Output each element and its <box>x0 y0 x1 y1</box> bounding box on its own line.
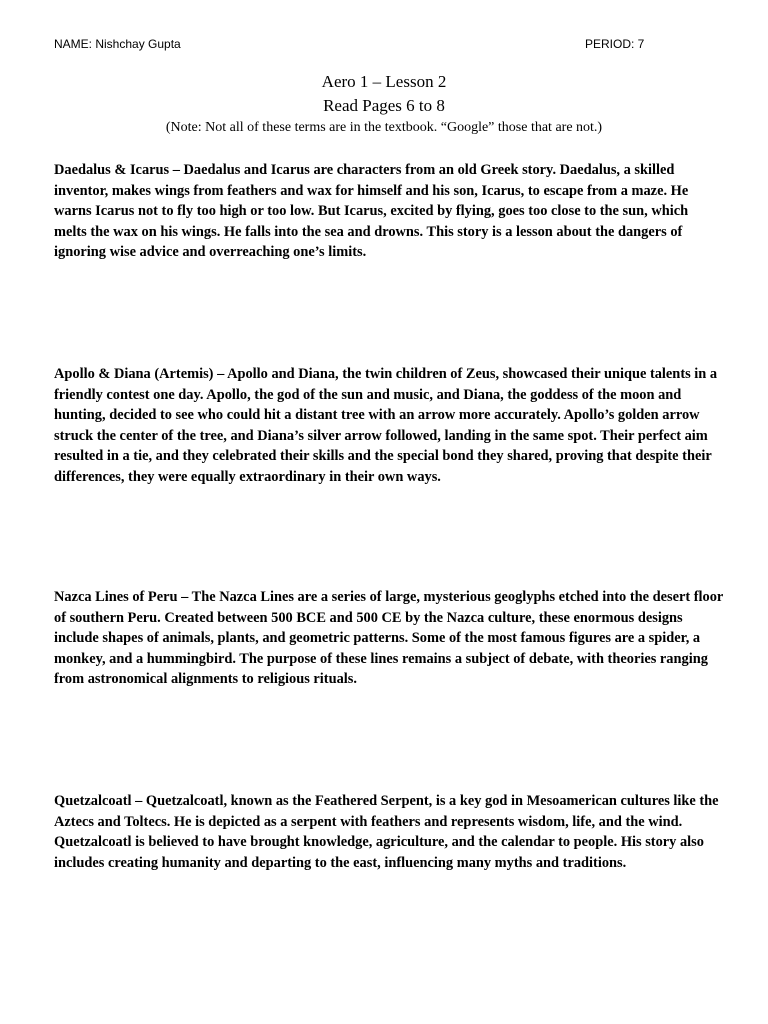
title-block <box>0 70 768 138</box>
class-period: PERIOD: 7 <box>585 37 645 51</box>
term-quetzalcoatl: Quetzalcoatl – Quetzalcoatl, known as the Feathered Serpent, is a key god in Mesoamerican cultures like the Aztecs and Toltecs. He is depicted as a serpent with feathers and represents wisdom, life, and the wind. Quetzalcoatl is believed to have brought knowledge, agriculture, and the calendar to people. His story also includes creating humanity and departing to the east, influencing many myths and traditions. <box>54 793 719 871</box>
term-apollo-diana: Apollo & Diana (Artemis) – Apollo and Diana, the twin children of Zeus, showcased their unique talents in a friendly contest one day. Apollo, the god of the sun and music, and Diana, the goddess of the moon and hunting, decided to see who could hit a distant tree with an arrow more accurately. Apollo’s golden arrow struck the center of the tree, and Diana’s silver arrow followed, landing in the same spot. Their perfect aim resulted in a tie, and they celebrated their skills and the special bond they shared, proving that despite their differences, they were equally extraordinary in their own ways. <box>54 366 718 485</box>
note-text: (Note: Not all of these terms are in the textbook. “Google” those that are not.) <box>165 120 603 135</box>
term-nazca-lines: Nazca Lines of Peru – The Nazca Lines are a series of large, mysterious geoglyphs etched into the desert floor of southern Peru. Created between 500 BCE and 500 CE by the Nazca culture, these enormous designs include shapes of animals, plants, and geometric patterns. Some of the most famous figures are a spider, a monkey, and a hummingbird. The purpose of these lines remains a subject of debate, with theories ranging from astronomical alignments to religious rituals. <box>54 589 724 688</box>
reading-assignment: Read Pages 6 to 8 <box>323 96 445 115</box>
student-name: NAME: Nishchay Gupta <box>54 37 181 51</box>
term-daedalus-icarus: Daedalus & Icarus – Daedalus and Icarus are characters from an old Greek story. Daedalus, a skilled inventor, makes wings from feathers and wax for himself and his son, Icarus, to escape from a maze. He warns Icarus not to fly too high or too low. But Icarus, excited by flying, goes too close to the sun, which melts the wax on his wings. He falls into the sea and drowns. This story is a lesson about the dangers of ignoring wise advice and overreaching one’s limits. <box>54 162 689 261</box>
lesson-title: Aero 1 – Lesson 2 <box>321 72 447 91</box>
header-row <box>54 37 714 55</box>
